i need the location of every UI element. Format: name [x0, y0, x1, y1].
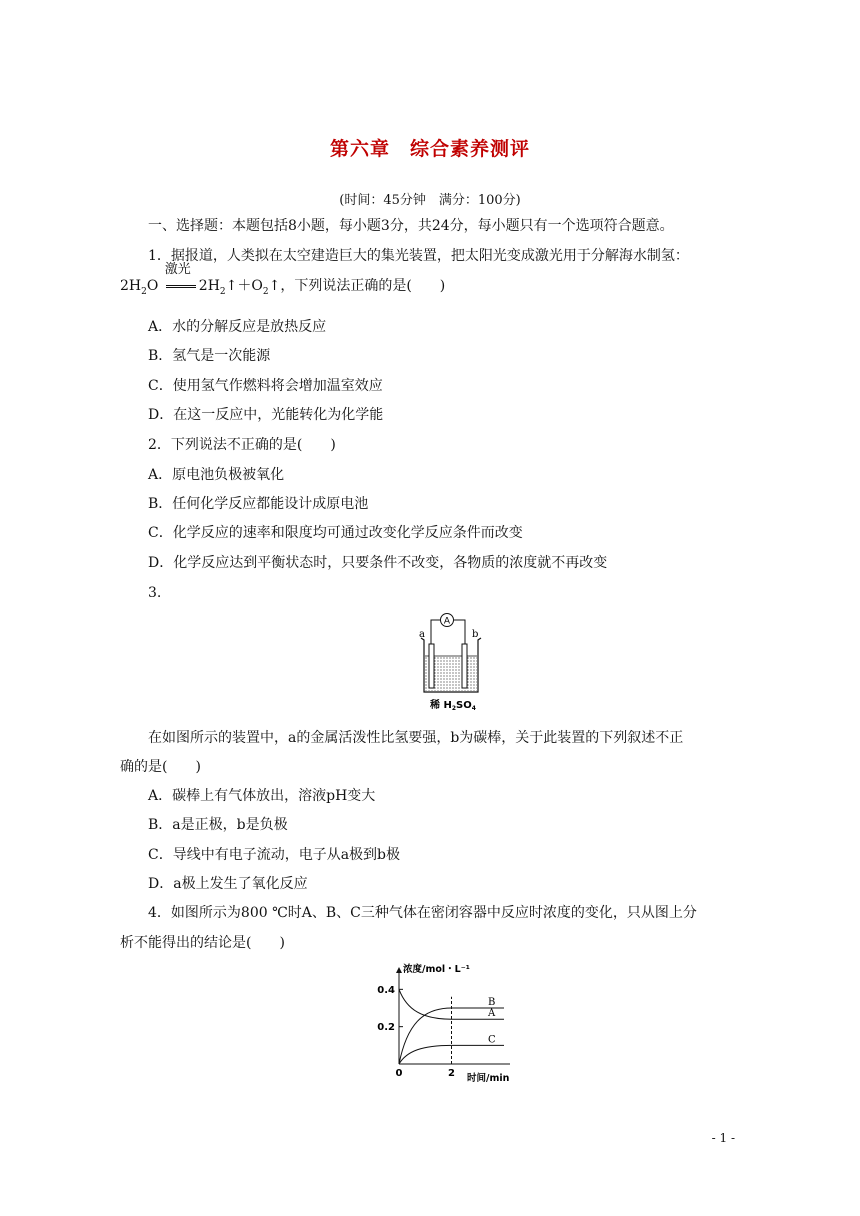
page-title: 第六章 综合素养测评	[329, 138, 530, 160]
q2-option-d: D．化学反应达到平衡状态时，只要条件不改变，各物质的浓度就不再改变	[148, 555, 608, 571]
x-axis-label: 时间/min	[467, 1073, 510, 1084]
electrode-b-label: b	[472, 629, 479, 640]
y-tick-label: 0.2	[377, 1022, 395, 1034]
q4-stem-cont: 析不能得出的结论是( )	[120, 935, 285, 951]
exam-info: (时间：45分钟 满分：100分)	[339, 193, 521, 208]
q4-stem: 4．如图所示为800 ℃时A、B、C三种气体在密闭容器中反应时浓度的变化，只从图上分	[148, 905, 697, 921]
q1-eq-condition: 激光	[164, 262, 191, 277]
q3-option-a: A．碳棒上有气体放出，溶液pH变大	[148, 788, 376, 804]
section-heading: 一、选择题：本题包括8小题，每小题3分，共24分，每小题只有一个选项符合题意。	[148, 218, 674, 234]
q3-number: 3.	[148, 585, 162, 601]
concentration-time-chart	[370, 960, 530, 1085]
q3-stem: 在如图所示的装置中，a的金属活泼性比氢要强，b为碳棒，关于此装置的下列叙述不正	[148, 730, 684, 746]
q2-option-a: A．原电池负极被氧化	[148, 467, 285, 483]
ammeter-label: A	[443, 616, 451, 627]
y-tick-label: 0.4	[377, 984, 395, 996]
q1-eq-left: 2H	[120, 278, 142, 294]
q3-option-d: D．a极上发生了氧化反应	[148, 876, 308, 892]
q1-stem: 1．据报道，人类拟在太空建造巨大的集光装置，把太阳光变成激光用于分解海水制氢：	[148, 248, 689, 264]
x-tick-label: 2	[448, 1068, 455, 1079]
q1-option-a: A．水的分解反应是放热反应	[148, 319, 327, 335]
galvanic-cell-figure	[410, 606, 490, 718]
electrode-b	[462, 644, 467, 688]
q2-stem: 2．下列说法不正确的是( )	[148, 437, 336, 453]
electrolyte-label: 稀 $H_2SO_4$	[430, 700, 476, 712]
q1-option-c: C．使用氢气作燃料将会增加温室效应	[148, 378, 383, 394]
q3-option-b: B．a是正极，b是负极	[148, 817, 288, 833]
series-label-C: C	[488, 1034, 496, 1046]
q2-option-c: C．化学反应的速率和限度均可通过改变化学反应条件而改变	[148, 525, 523, 541]
y-axis-label: 浓度/mol・L⁻¹	[403, 964, 470, 975]
electrode-a-label: a	[419, 629, 425, 640]
q1-equation: $2H_2O$ 激光 $2H_2↑+O_2↑$，下列说法正确的是( )	[120, 262, 446, 297]
page-number: - 1 -	[711, 1131, 735, 1145]
x-tick-label: 0	[395, 1068, 403, 1079]
q1-option-d: D．在这一反应中，光能转化为化学能	[148, 407, 384, 423]
electrode-a	[429, 644, 434, 688]
series-label-A: A	[488, 1008, 496, 1020]
q3-option-c: C．导线中有电子流动，电子从a极到b极	[148, 847, 401, 863]
q3-stem-cont: 确的是( )	[120, 759, 201, 775]
series-label-B: B	[488, 997, 496, 1008]
q1-option-b: B．氢气是一次能源	[148, 348, 271, 364]
q2-option-b: B．任何化学反应都能设计成原电池	[148, 496, 369, 512]
q1-eq-sign	[166, 285, 196, 288]
